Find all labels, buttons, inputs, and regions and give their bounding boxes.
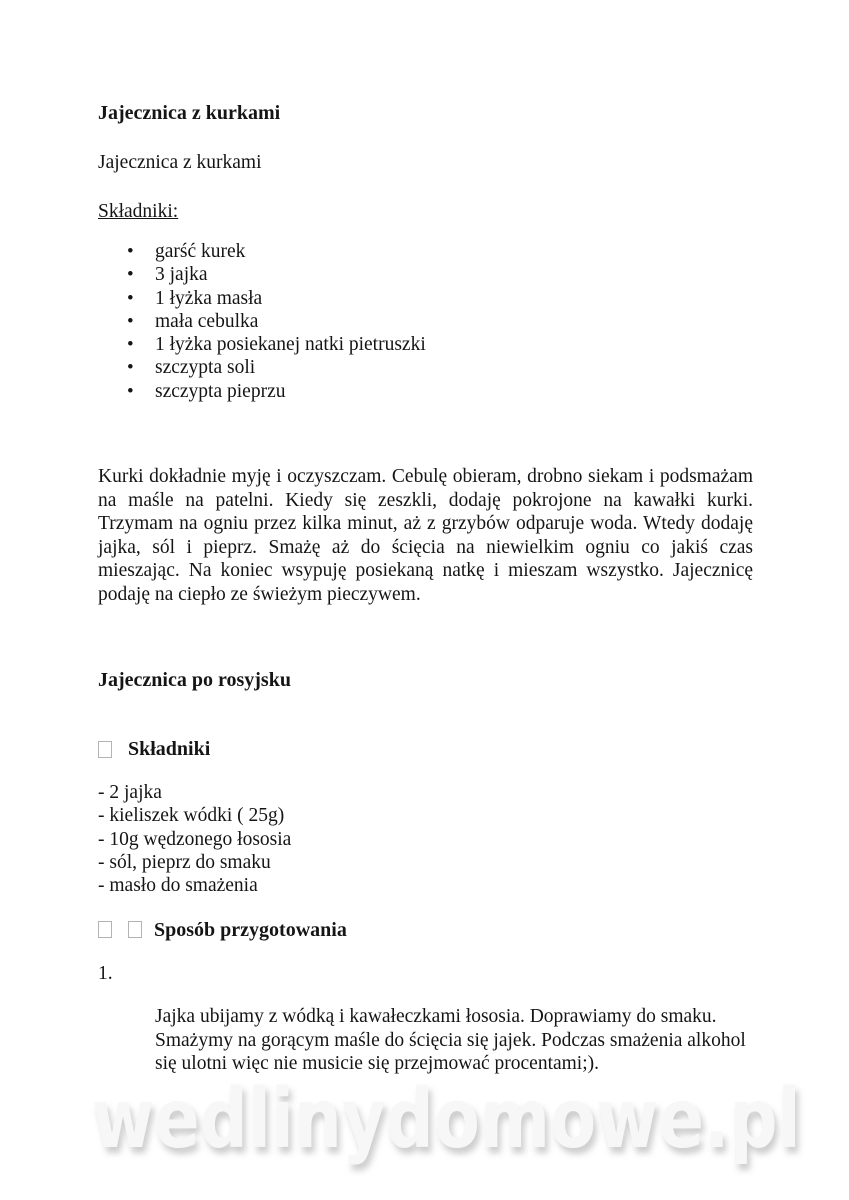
- list-item: • 3 jajka: [98, 263, 751, 286]
- list-item: - 2 jajka: [98, 782, 162, 804]
- recipe2-method-heading: Sposób przygotowania: [154, 918, 347, 941]
- recipe1-instructions-paragraph: Kurki dokładnie myję i oczyszczam. Cebulę obieram, drobno siekam i podsmażam na maśle na patelni. Kiedy się zeszkli, dodaję pokrojone na kawałki kurki. Trzymam na ogniu przez kilka minut, aż z grzybów odparuje woda. Wtedy dodaję jajka, sól i pieprz. Smażę aż do ścięcia na niewielkim ogniu co jakiś czas mieszając. Na koniec wsypuję posiekaną natkę i mieszam wszystko. Jajecznicę podaję na ciepło ze świeżym pieczywem.: [98, 466, 753, 605]
- recipe1-title: Jajecznica z kurkami: [98, 102, 281, 124]
- recipe2-ingredients-heading-row: [98, 737, 751, 761]
- missing-glyph-box-icon: [128, 921, 142, 938]
- recipe2-ingredients-heading: Składniki: [128, 738, 211, 761]
- list-item: - masło do smażenia: [98, 875, 258, 897]
- list-item: - sól, pieprz do smaku: [98, 851, 271, 873]
- missing-glyph-box-icon: [98, 741, 112, 758]
- recipe1-subtitle: Jajecznica z kurkami: [98, 152, 262, 173]
- recipe1-ingredients-list: [98, 240, 751, 403]
- list-item: • szczypta soli: [98, 356, 751, 379]
- recipe1-ingredients-heading: Składniki:: [98, 201, 179, 222]
- list-item: - 10g wędzonego łososia: [98, 828, 292, 850]
- list-item: • 1 łyżka posiekanej natki pietruszki: [98, 333, 751, 356]
- list-item: • garść kurek: [98, 240, 751, 263]
- recipe2-title: Jajecznica po rosyjsku: [98, 669, 291, 692]
- recipe2-method-heading-row: [98, 918, 751, 942]
- list-item: - kieliszek wódki ( 25g): [98, 805, 285, 827]
- list-item: • szczypta pieprzu: [98, 380, 751, 403]
- list-item: • 1 łyżka masła: [98, 287, 751, 310]
- step-number: 1.: [98, 962, 113, 984]
- list-item: • mała cebulka: [98, 310, 751, 333]
- watermark-text: wedlinydomowe.pl: [92, 1072, 801, 1167]
- recipe2-step-paragraph: Jajka ubijamy z wódką i kawałeczkami łososia. Doprawiamy do smaku. Smażymy na gorącym maśle do ścięcia się jajek. Podczas smażenia alkohol się ulotni więc nie musicie się przejmować procentami;).: [155, 1006, 746, 1075]
- missing-glyph-box-icon: [98, 921, 112, 938]
- recipe2-ingredients-list: [98, 781, 751, 897]
